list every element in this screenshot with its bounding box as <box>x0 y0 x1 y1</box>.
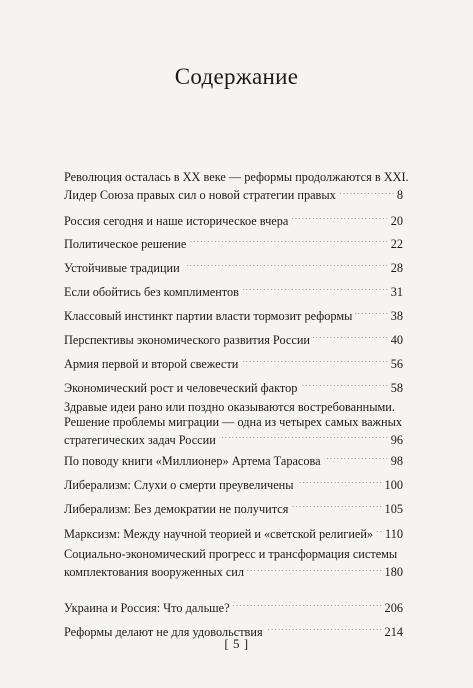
toc-entry-page-number: 20 <box>390 213 403 228</box>
dot-leader <box>183 257 388 272</box>
toc-entry-title-line: Классовый инстинкт партии власти тормозит реформы <box>64 308 353 323</box>
dot-leader <box>324 450 388 465</box>
toc-entry-title-line: Перспективы экономического развития России <box>64 332 310 347</box>
toc-entry <box>64 210 403 228</box>
toc-entry-row <box>64 353 403 371</box>
toc-entry-row <box>64 562 403 580</box>
toc-entry <box>64 474 403 492</box>
dot-leader <box>242 281 388 296</box>
toc-entry-row <box>64 257 403 275</box>
dot-leader <box>297 474 382 489</box>
toc-entry <box>64 498 403 516</box>
toc-entry-title-line: Реформы делают не для удовольствия <box>64 624 263 639</box>
toc-entry <box>64 233 403 251</box>
toc-entry-row <box>64 281 403 299</box>
toc-entry-row <box>64 429 403 447</box>
toc-entry-title-line: стратегических задач России <box>64 432 216 447</box>
toc-entry-title-line: Если обойтись без комплиментов <box>64 284 239 299</box>
toc-entry <box>64 547 403 580</box>
dot-leader <box>300 377 387 392</box>
toc-entry-title-line: Решение проблемы миграции — одна из четырех самых важных <box>64 414 403 429</box>
toc-entry-row <box>64 377 403 395</box>
toc-entry-page-number: 110 <box>385 526 403 541</box>
toc-entry <box>64 450 403 468</box>
toc-entry-page-number: 58 <box>390 380 403 395</box>
toc-entry-title-line: Марксизм: Между научной теорией и «светской религией» <box>64 526 374 541</box>
toc-entry <box>64 523 403 541</box>
toc-entry-page-number: 100 <box>384 477 403 492</box>
dot-leader <box>291 498 381 513</box>
toc-entry <box>64 597 403 615</box>
dot-leader <box>291 210 387 225</box>
toc-entry-row <box>64 305 403 323</box>
toc-entry-row <box>64 450 403 468</box>
toc-entry-page-number: 214 <box>384 624 403 639</box>
toc-entry <box>64 329 403 347</box>
toc-entry-title-line: По поводу книги «Миллионер» Артема Тарасова <box>64 453 321 468</box>
toc-entry-title-line: Революция осталась в XX веке — реформы продолжаются в XXI. <box>64 170 409 184</box>
toc-entry-row <box>64 498 403 516</box>
toc-entry-row <box>64 233 403 251</box>
page-number: [ 5 ] <box>224 636 249 651</box>
toc-entry-page-number: 105 <box>384 501 403 516</box>
dot-leader <box>219 429 388 444</box>
dot-leader <box>247 562 382 577</box>
toc-entry-title-line: Украина и Россия: Что дальше? <box>64 600 230 615</box>
toc-entry <box>64 400 403 447</box>
toc-entry-row <box>64 210 403 228</box>
dot-leader <box>241 353 387 368</box>
toc-entry-row <box>64 185 403 203</box>
toc-entry-title-line: Россия сегодня и наше историческое вчера <box>64 213 289 228</box>
toc-entry-title-line: Лидер Союза правых сил о новой стратегии правых <box>64 188 336 202</box>
toc-entry-page-number: 31 <box>390 284 403 299</box>
toc-entry <box>64 170 409 203</box>
toc-entry-title-line: Политическое решение <box>64 236 187 251</box>
dot-leader <box>189 233 387 248</box>
toc-entry-page-number: 40 <box>390 332 403 347</box>
toc-entry-title-line: Устойчивые традиции <box>64 260 180 275</box>
toc-entry-title-line: Экономический рост и человеческий фактор <box>64 380 298 395</box>
dot-leader <box>233 597 382 612</box>
toc-entry <box>64 353 403 371</box>
dot-leader <box>376 523 382 538</box>
toc-entry-row <box>64 597 403 615</box>
dot-leader <box>313 329 388 344</box>
toc-entry-title-line: Здравые идеи рано или поздно оказываются востребованными. <box>64 400 395 414</box>
toc-entry-page-number: 22 <box>390 236 403 251</box>
toc-entry <box>64 281 403 299</box>
toc-entry-page-number: 8 <box>396 188 403 202</box>
toc-entry-title-line: Социально-экономический прогресс и трансформация системы <box>64 547 398 561</box>
dot-leader <box>266 621 382 636</box>
toc-entry-page-number: 28 <box>390 260 403 275</box>
toc-entry-page-number: 98 <box>390 453 403 468</box>
toc-entry-title-line: Либерализм: Слухи о смерти преувеличены <box>64 477 294 492</box>
page-title: Содержание <box>174 64 299 89</box>
toc-entry-page-number: 38 <box>390 308 403 323</box>
toc-entry-row <box>64 523 403 541</box>
toc-entry-row <box>64 329 403 347</box>
toc-entry-page-number: 96 <box>390 432 403 447</box>
dot-leader <box>355 305 387 320</box>
toc-entry <box>64 377 403 395</box>
toc-entry-title-line: комплектования вооруженных сил <box>64 565 244 579</box>
toc-entry-page-number: 180 <box>384 565 403 579</box>
toc-entry <box>64 305 403 323</box>
toc-entry-page-number: 206 <box>384 600 403 615</box>
toc-entry-title-line: Армия первой и второй свежести <box>64 356 239 371</box>
toc-entry-page-number: 56 <box>390 356 403 371</box>
dot-leader <box>339 185 394 200</box>
toc-entry-row <box>64 474 403 492</box>
toc-entry <box>64 257 403 275</box>
toc-entry-title-line: Либерализм: Без демократии не получится <box>64 501 289 516</box>
